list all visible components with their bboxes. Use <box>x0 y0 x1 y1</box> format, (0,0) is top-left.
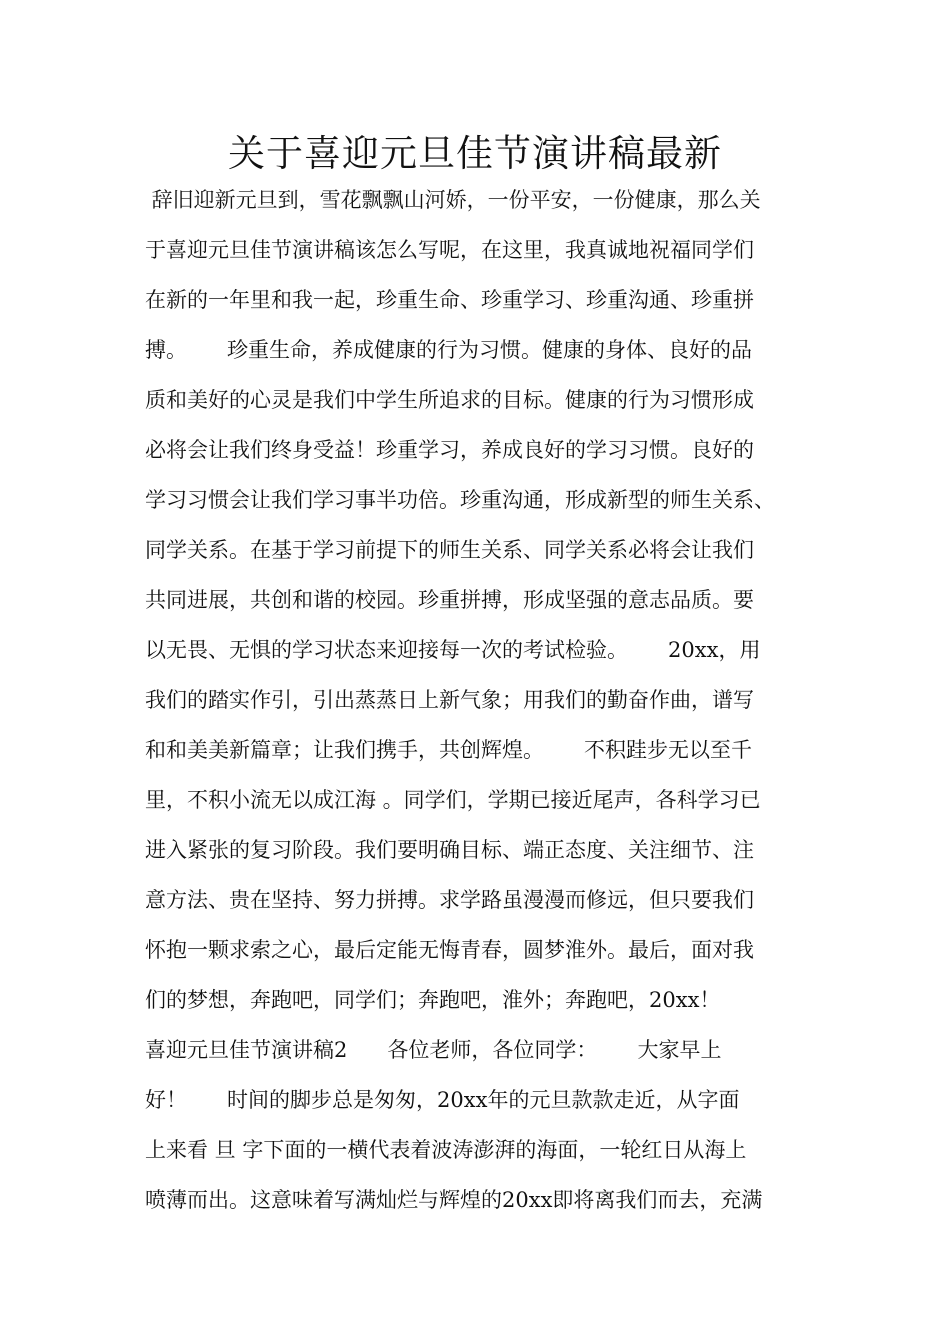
body-line: 共同进展，共创和谐的校园。珍重拼搏，形成坚强的意志品质。要 <box>145 588 754 612</box>
body-line: 在新的一年里和我一起，珍重生命、珍重学习、珍重沟通、珍重拼 <box>145 288 754 312</box>
body-line: 同学关系。在基于学习前提下的师生关系、同学关系必将会让我们 <box>145 538 754 562</box>
body-line: 喜迎元旦佳节演讲稿2 各位老师，各位同学： 大家早上 <box>145 1038 722 1062</box>
body-line: 于喜迎元旦佳节演讲稿该怎么写呢，在这里，我真诚地祝福同学们 <box>145 238 754 262</box>
body-line: 和和美美新篇章；让我们携手，共创辉煌。 不积跬步无以至千 <box>145 738 753 762</box>
body-line: 意方法、贵在坚持、努力拼搏。求学路虽漫漫而修远，但只要我们 <box>145 888 754 912</box>
body-line: 辞旧迎新元旦到，雪花飘飘山河娇，一份平安，一份健康，那么关 <box>145 188 761 212</box>
body-line: 好！ 时间的脚步总是匆匆，20xx年的元旦款款走近，从字面 <box>145 1088 740 1112</box>
body-line: 必将会让我们终身受益！珍重学习，养成良好的学习习惯。良好的 <box>145 438 754 462</box>
body-line: 进入紧张的复习阶段。我们要明确目标、端正态度、关注细节、注 <box>145 838 754 862</box>
body-line: 质和美好的心灵是我们中学生所追求的目标。健康的行为习惯形成 <box>145 388 754 412</box>
body-line: 上来看 旦 字下面的一横代表着波涛澎湃的海面，一轮红日从海上 <box>145 1138 747 1162</box>
body-line: 里，不积小流无以成江海 。同学们，学期已接近尾声，各科学习已 <box>145 788 761 812</box>
body-line: 怀抱一颗求索之心，最后定能无悔青春，圆梦淮外。最后，面对我 <box>145 938 754 962</box>
body-line: 搏。 珍重生命，养成健康的行为习惯。健康的身体、良好的品 <box>145 338 753 362</box>
body-line: 以无畏、无惧的学习状态来迎接每一次的考试检验。 20xx，用 <box>145 638 761 662</box>
body-line: 们的梦想，奔跑吧，同学们；奔跑吧，淮外；奔跑吧，20xx！ <box>145 988 721 1012</box>
document-title: 关于喜迎元旦佳节演讲稿最新 <box>228 132 722 175</box>
document-body <box>145 175 835 1225</box>
body-line: 我们的踏实作引，引出蒸蒸日上新气象；用我们的勤奋作曲，谱写 <box>145 688 754 712</box>
body-line: 学习习惯会让我们学习事半功倍。珍重沟通，形成新型的师生关系、 <box>145 488 775 512</box>
body-line: 喷薄而出。这意味着写满灿烂与辉煌的20xx即将离我们而去，充满 <box>145 1188 763 1212</box>
